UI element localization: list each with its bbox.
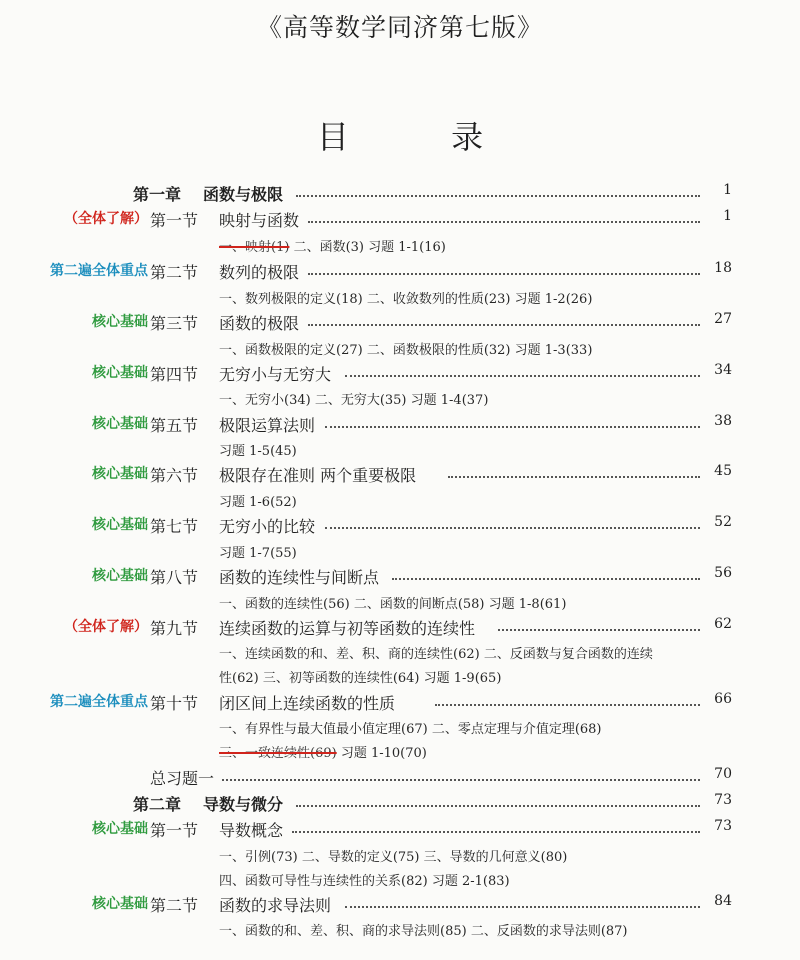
section-title: 无穷小与无穷大 xyxy=(219,365,332,384)
page-number: 18 xyxy=(714,260,732,276)
dot-leader xyxy=(292,831,700,833)
page-number: 1 xyxy=(723,208,732,224)
page-number: 56 xyxy=(714,565,732,581)
section-number: 第四节 xyxy=(150,365,199,384)
toc-section xyxy=(0,616,800,638)
study-tag: 核心基础 xyxy=(92,517,148,533)
subsection-line: 性(62) 三、初等函数的连续性(64) 习题 1-9(65) xyxy=(219,671,502,686)
chapter-title: 导数与微分 xyxy=(203,795,284,814)
dot-leader xyxy=(308,324,700,326)
toc-section xyxy=(0,565,800,587)
toc-section xyxy=(0,514,800,536)
section-number: 第五节 xyxy=(150,416,199,435)
page-number: 34 xyxy=(714,362,732,378)
dot-leader xyxy=(392,578,700,580)
page-number: 27 xyxy=(714,311,732,327)
dot-leader xyxy=(296,195,700,197)
study-tag: 核心基础 xyxy=(92,821,148,837)
subsection-line: 习题 1-5(45) xyxy=(219,444,297,459)
chapter-title: 函数与极限 xyxy=(203,185,284,204)
dot-leader xyxy=(448,476,700,478)
toc-section xyxy=(0,260,800,282)
toc-section xyxy=(0,691,800,713)
section-title: 闭区间上连续函数的性质 xyxy=(219,694,396,713)
section-title: 映射与函数 xyxy=(219,211,300,230)
subsection-line xyxy=(219,742,427,762)
section-title: 函数的极限 xyxy=(219,314,300,333)
study-tag: 第二遍全体重点 xyxy=(50,263,148,279)
toc-section xyxy=(0,893,800,915)
toc-chapter-2 xyxy=(0,792,800,814)
dot-leader xyxy=(325,527,700,529)
toc-section xyxy=(0,413,800,435)
study-tag: 核心基础 xyxy=(92,568,148,584)
section-number: 第三节 xyxy=(150,314,199,333)
toc-section xyxy=(0,362,800,384)
page-number: 38 xyxy=(714,413,732,429)
section-number: 第一节 xyxy=(150,211,199,230)
study-tag: （全体了解） xyxy=(64,619,148,635)
section-number: 第九节 xyxy=(150,619,199,638)
section-number: 第二节 xyxy=(150,896,199,915)
page-number: 45 xyxy=(714,463,732,479)
subsection-line: 习题 1-7(55) xyxy=(219,546,297,561)
study-tag: 第二遍全体重点 xyxy=(50,694,148,710)
section-title: 极限存在准则 两个重要极限 xyxy=(219,466,417,485)
subsection-line: 一、连续函数的和、差、积、商的连续性(62) 二、反函数与复合函数的连续 xyxy=(219,647,653,662)
toc-chapter-1 xyxy=(0,182,800,204)
subsection-line: 四、函数可导性与连续性的关系(82) 习题 2-1(83) xyxy=(219,874,510,889)
toc-section xyxy=(0,818,800,840)
dot-leader xyxy=(345,375,700,377)
study-tag: 核心基础 xyxy=(92,365,148,381)
section-number: 第十节 xyxy=(150,694,199,713)
page-number: 66 xyxy=(714,691,732,707)
book-title: 《高等数学同济第七版》 xyxy=(256,13,543,42)
subsection-line xyxy=(219,236,446,256)
toc-review xyxy=(0,766,800,788)
chapter-number: 第二章 xyxy=(133,795,182,814)
subsection-text: 二、函数(3) 习题 1-1(16) xyxy=(293,240,446,255)
subsection-line: 一、函数的和、差、积、商的求导法则(85) 二、反函数的求导法则(87) xyxy=(219,924,628,939)
toc-section xyxy=(0,208,800,230)
section-number: 第一节 xyxy=(150,821,199,840)
page-number: 73 xyxy=(714,792,732,808)
dot-leader xyxy=(345,906,700,908)
page-number: 73 xyxy=(714,818,732,834)
page-number: 52 xyxy=(714,514,732,530)
struck-subsection: 三、一致连续性(69) xyxy=(219,746,337,761)
study-tag: 核心基础 xyxy=(92,896,148,912)
subsection-line: 一、函数的连续性(56) 二、函数的间断点(58) 习题 1-8(61) xyxy=(219,597,567,612)
study-tag: （全体了解） xyxy=(64,211,148,227)
page-number: 62 xyxy=(714,616,732,632)
study-tag: 核心基础 xyxy=(92,466,148,482)
page-number: 70 xyxy=(714,766,732,782)
page-number: 84 xyxy=(714,893,732,909)
dot-leader xyxy=(308,273,700,275)
review-label: 总习题一 xyxy=(150,769,215,788)
section-title: 无穷小的比较 xyxy=(219,517,316,536)
subsection-line: 习题 1-6(52) xyxy=(219,495,297,510)
subsection-line: 一、数列极限的定义(18) 二、收敛数列的性质(23) 习题 1-2(26) xyxy=(219,292,593,307)
study-tag: 核心基础 xyxy=(92,314,148,330)
page-number: 1 xyxy=(723,182,732,198)
dot-leader xyxy=(296,805,700,807)
subsection-line: 一、引例(73) 二、导数的定义(75) 三、导数的几何意义(80) xyxy=(219,850,568,865)
toc-section xyxy=(0,311,800,333)
study-tag: 核心基础 xyxy=(92,416,148,432)
section-number: 第六节 xyxy=(150,466,199,485)
subsection-line: 一、有界性与最大值最小值定理(67) 二、零点定理与介值定理(68) xyxy=(219,722,602,737)
dot-leader xyxy=(222,779,700,781)
subsection-text: 习题 1-10(70) xyxy=(340,746,427,761)
section-title: 极限运算法则 xyxy=(219,416,316,435)
dot-leader xyxy=(435,704,700,706)
dot-leader xyxy=(498,629,700,631)
chapter-number: 第一章 xyxy=(133,185,182,204)
dot-leader xyxy=(308,221,700,223)
section-title: 函数的连续性与间断点 xyxy=(219,568,380,587)
section-number: 第二节 xyxy=(150,263,199,282)
section-title: 函数的求导法则 xyxy=(219,896,332,915)
section-number: 第八节 xyxy=(150,568,199,587)
section-title: 导数概念 xyxy=(219,821,284,840)
dot-leader xyxy=(325,426,700,428)
toc-heading: 目 录 xyxy=(316,118,530,156)
subsection-line: 一、函数极限的定义(27) 二、函数极限的性质(32) 习题 1-3(33) xyxy=(219,343,593,358)
toc-section xyxy=(0,463,800,485)
section-number: 第七节 xyxy=(150,517,199,536)
subsection-line: 一、无穷小(34) 二、无穷大(35) 习题 1-4(37) xyxy=(219,393,489,408)
section-title: 数列的极限 xyxy=(219,263,300,282)
struck-subsection: 一、映射(1) xyxy=(219,240,290,255)
section-title: 连续函数的运算与初等函数的连续性 xyxy=(219,619,476,638)
